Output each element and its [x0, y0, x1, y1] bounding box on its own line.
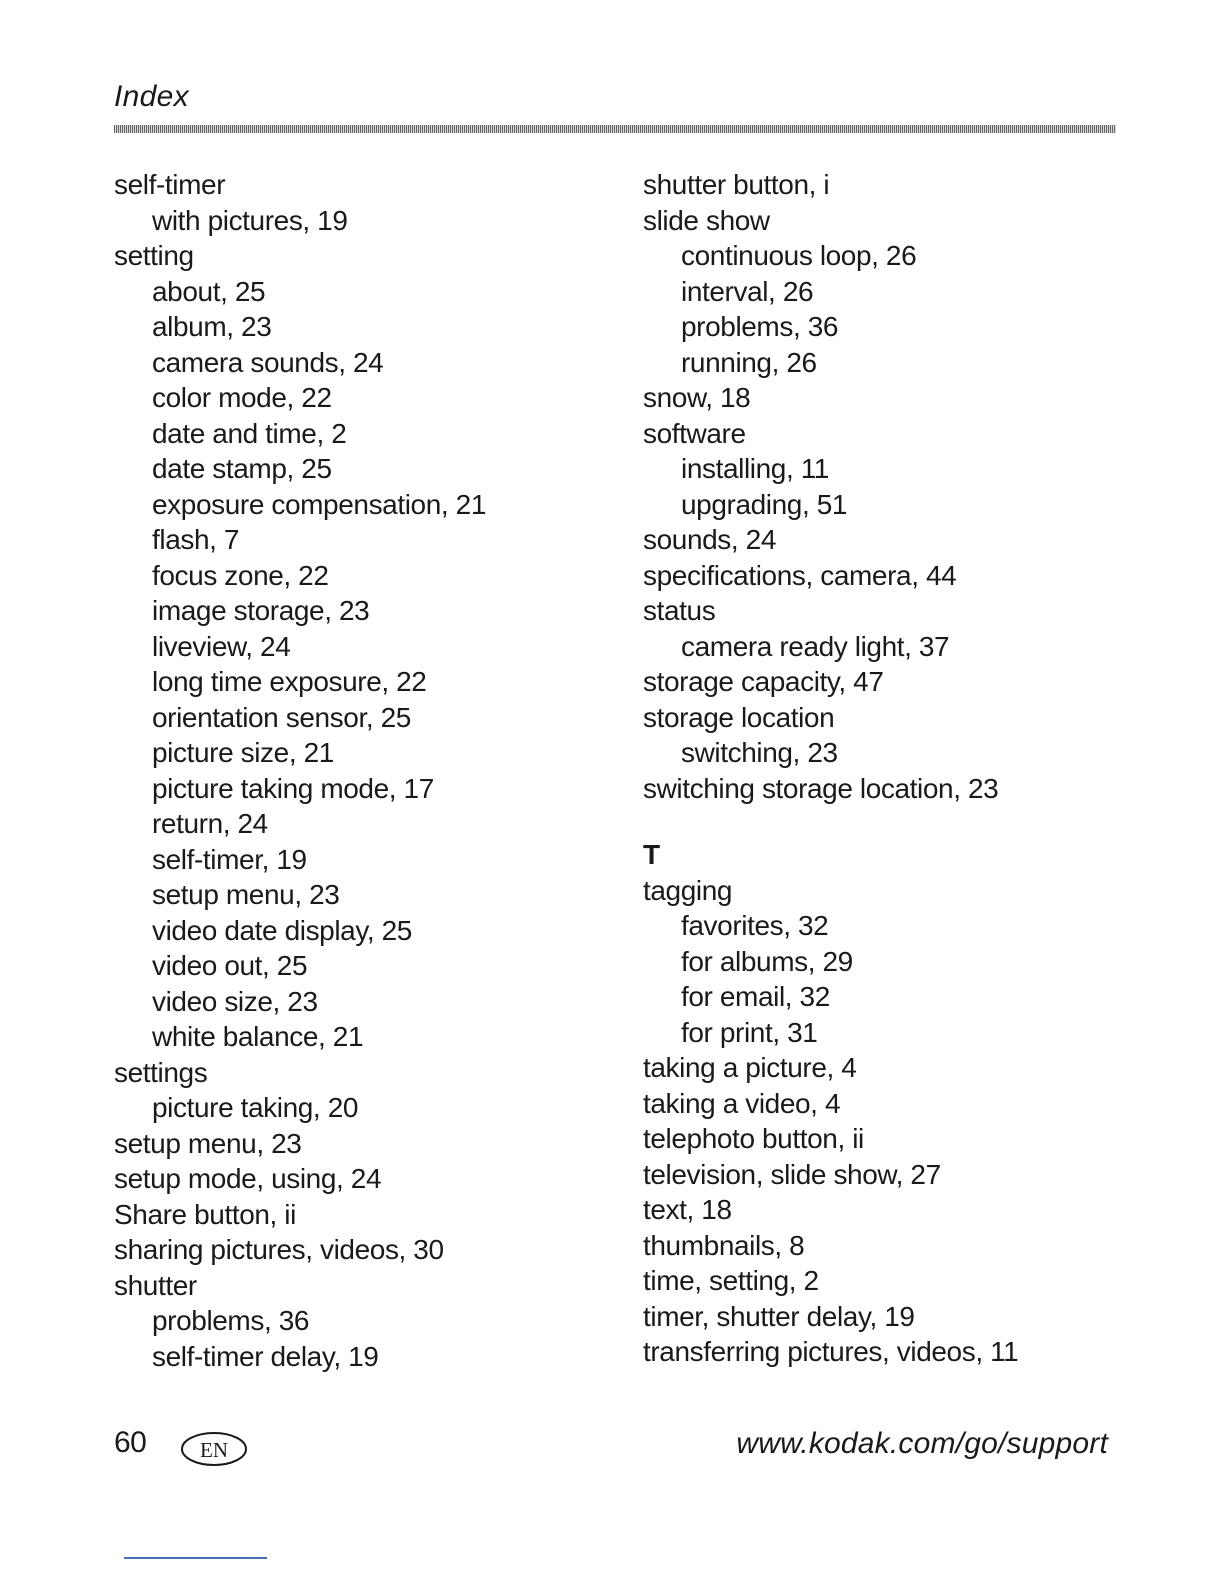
index-entry: specifications, camera, 44: [643, 559, 957, 591]
index-entry: setup menu, 23: [114, 1127, 302, 1159]
index-subentry: picture taking, 20: [152, 1092, 359, 1123]
index-subentry: date and time, 2: [152, 417, 347, 449]
index-entry: snow, 18: [643, 382, 751, 413]
index-subentry: video date display, 25: [152, 914, 412, 946]
index-entry: settings: [114, 1056, 208, 1088]
index-entry: sharing pictures, videos, 30: [114, 1234, 444, 1265]
index-entry: shutter: [114, 1269, 197, 1301]
index-entry: switching storage location, 23: [643, 772, 999, 804]
index-subentry: self-timer delay, 19: [152, 1340, 379, 1372]
index-subentry: interval, 26: [681, 275, 814, 307]
index-entry: television, slide show, 27: [643, 1158, 941, 1190]
index-entry: transferring pictures, videos, 11: [643, 1336, 1019, 1367]
index-subentry: liveview, 24: [152, 630, 291, 662]
letter-heading-t: T: [643, 839, 661, 870]
language-badge-icon: [180, 1431, 248, 1467]
index-subentry: for print, 31: [681, 1016, 818, 1048]
index-subentry: orientation sensor, 25: [152, 701, 411, 733]
section-title: Index: [114, 80, 189, 113]
language-badge-label: EN: [200, 1438, 228, 1462]
index-entry: telephoto button, ii: [643, 1123, 864, 1154]
index-entry: timer, shutter delay, 19: [643, 1300, 915, 1332]
index-subentry: camera ready light, 37: [681, 630, 950, 662]
index-subentry: video out, 25: [152, 950, 308, 981]
index-subentry: upgrading, 51: [681, 488, 848, 520]
index-entry: software: [643, 417, 746, 449]
index-subentry: continuous loop, 26: [681, 240, 917, 271]
index-entry: thumbnails, 8: [643, 1229, 805, 1261]
index-subentry: installing, 11: [681, 453, 829, 484]
index-subentry: with pictures, 19: [152, 204, 348, 236]
support-url: www.kodak.com/go/support: [736, 1427, 1108, 1460]
index-subentry: white balance, 21: [152, 1021, 364, 1052]
index-entry: time, setting, 2: [643, 1265, 819, 1296]
index-entry: slide show: [643, 204, 770, 236]
index-subentry: setup menu, 23: [152, 879, 340, 910]
index-entry: tagging: [643, 874, 733, 906]
index-entry: setting: [114, 240, 194, 271]
bottom-divider: [124, 1557, 267, 1559]
index-subentry: self-timer, 19: [152, 843, 307, 875]
index-subentry: date stamp, 25: [152, 453, 332, 484]
index-subentry: picture size, 21: [152, 737, 334, 768]
index-subentry: return, 24: [152, 808, 268, 839]
index-subentry: long time exposure, 22: [152, 666, 427, 697]
index-subentry: color mode, 22: [152, 382, 332, 413]
index-subentry: problems, 36: [681, 311, 839, 342]
index-subentry: favorites, 32: [681, 910, 829, 941]
index-group-s: [643, 167, 1163, 806]
index-entry: taking a video, 4: [643, 1087, 841, 1119]
index-entry: shutter button, i: [643, 169, 830, 200]
index-entry: text, 18: [643, 1194, 732, 1225]
index-subentry: problems, 36: [152, 1305, 310, 1336]
index-entry: storage location: [643, 701, 835, 733]
index-column-right: [643, 167, 1163, 1370]
index-entry: sounds, 24: [643, 524, 776, 555]
index-subentry: picture taking mode, 17: [152, 772, 434, 804]
index-subentry: flash, 7: [152, 524, 240, 555]
index-column-left: [114, 167, 634, 1374]
index-entry: setup mode, using, 24: [114, 1163, 382, 1194]
index-subentry: album, 23: [152, 311, 272, 342]
index-subentry: camera sounds, 24: [152, 346, 384, 378]
index-entry: status: [643, 595, 716, 626]
index-group-t: [643, 873, 1163, 1370]
index-subentry: for email, 32: [681, 981, 830, 1012]
index-subentry: video size, 23: [152, 985, 318, 1017]
index-subentry: focus zone, 22: [152, 559, 329, 591]
index-entry: taking a picture, 4: [643, 1052, 857, 1083]
index-entry: self-timer: [114, 169, 226, 200]
page-number: 60: [114, 1426, 147, 1459]
index-subentry: exposure compensation, 21: [152, 488, 486, 520]
header-divider: [114, 125, 1116, 133]
index-subentry: running, 26: [681, 346, 817, 378]
index-subentry: about, 25: [152, 275, 266, 307]
index-subentry: for albums, 29: [681, 945, 853, 977]
index-entry: Share button, ii: [114, 1198, 296, 1230]
index-subentry: image storage, 23: [152, 595, 370, 626]
index-entry: storage capacity, 47: [643, 666, 884, 697]
index-subentry: switching, 23: [681, 737, 838, 768]
